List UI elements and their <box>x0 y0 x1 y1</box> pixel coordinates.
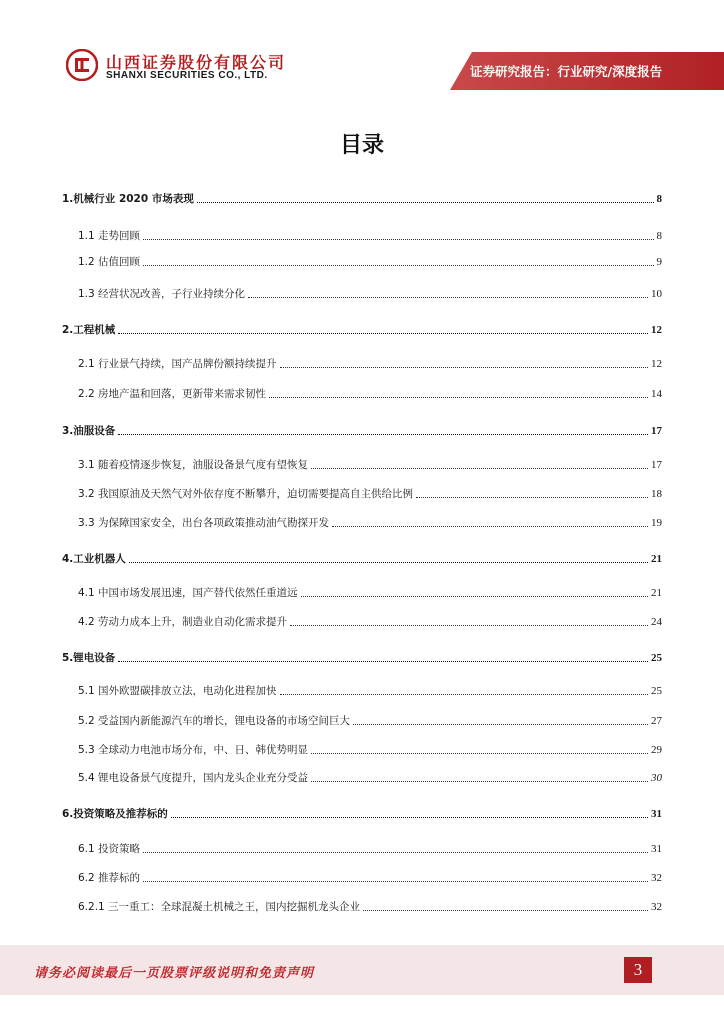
toc-entry-title: 4.工业机器人 <box>62 553 126 565</box>
toc-dot-leader <box>143 851 648 853</box>
toc-section-entry[interactable] <box>62 548 662 566</box>
toc-page-number: 24 <box>651 616 662 628</box>
toc-page-number: 21 <box>651 553 662 565</box>
toc-dot-leader <box>311 467 648 469</box>
toc-subsection-entry[interactable] <box>78 353 662 371</box>
toc-section-entry[interactable] <box>62 319 662 337</box>
toc-dot-leader <box>248 296 648 298</box>
toc-page-number: 27 <box>651 715 662 727</box>
toc-dot-leader <box>143 264 653 266</box>
toc-entry-title: 2.工程机械 <box>62 324 116 336</box>
toc-page-number: 12 <box>651 358 662 370</box>
toc-dot-leader <box>269 396 648 398</box>
toc-subsection-entry[interactable] <box>78 454 662 472</box>
toc-page-number: 10 <box>651 288 662 300</box>
toc-dot-leader <box>280 366 648 368</box>
page-title: 目录 <box>339 133 384 158</box>
toc-dot-leader <box>280 693 648 695</box>
toc-page-number: 25 <box>651 652 662 664</box>
toc-page-number: 29 <box>651 744 662 756</box>
toc-dot-leader <box>353 723 648 725</box>
toc-entry-title: 6.投资策略及推荐标的 <box>62 808 168 820</box>
toc-page-number: 32 <box>651 901 662 913</box>
disclaimer-text: 请务必阅读最后一页股票评级说明和免责声明 <box>34 966 315 981</box>
toc-subsection-entry[interactable] <box>78 283 662 301</box>
toc-page-number: 12 <box>651 324 662 336</box>
toc-entry-title: 6.1 投资策略 <box>78 843 141 855</box>
toc-dot-leader <box>118 332 648 334</box>
toc-page-number: 30 <box>651 772 662 784</box>
toc-entry-title: 1.机械行业 2020 市场表现 <box>62 193 194 205</box>
toc-page-number: 19 <box>651 517 662 529</box>
toc-dot-leader <box>290 624 648 626</box>
toc-subsection-entry[interactable] <box>78 896 662 914</box>
toc-subsection-entry[interactable] <box>78 838 662 856</box>
toc-page-number: 17 <box>651 425 662 437</box>
toc-entry-title: 4.1 中国市场发展迅速，国产替代依然任重道远 <box>78 587 298 599</box>
toc-subsection-entry[interactable] <box>78 383 662 401</box>
toc-dot-leader <box>311 752 648 754</box>
page-number: 3 <box>624 957 652 983</box>
company-logo-icon <box>66 49 98 81</box>
toc-page-number: 8 <box>656 230 662 242</box>
company-name-en: SHANXI SECURITIES CO., LTD. <box>106 70 268 81</box>
toc-subsection-entry[interactable] <box>78 680 662 698</box>
toc-page-number: 25 <box>651 685 662 697</box>
toc-dot-leader <box>363 909 648 911</box>
toc-section-entry[interactable] <box>62 188 662 206</box>
toc-dot-leader <box>118 660 648 662</box>
toc-dot-leader <box>416 496 648 498</box>
toc-dot-leader <box>143 238 653 240</box>
toc-entry-title: 3.1 随着疫情逐步恢复，油服设备景气度有望恢复 <box>78 459 309 471</box>
toc-page-number: 8 <box>656 193 662 205</box>
toc-page-number: 31 <box>651 843 662 855</box>
toc-dot-leader <box>311 780 648 782</box>
toc-section-entry[interactable] <box>62 647 662 665</box>
toc-page-number: 32 <box>651 872 662 884</box>
toc-entry-title: 5.锂电设备 <box>62 652 116 664</box>
toc-entry-title: 2.2 房地产温和回落，更新带来需求韧性 <box>78 388 267 400</box>
toc-page-number: 21 <box>651 587 662 599</box>
toc-entry-title: 1.2 估值回顾 <box>78 256 141 268</box>
toc-dot-leader <box>301 595 648 597</box>
toc-entry-title: 5.2 受益国内新能源汽车的增长，锂电设备的市场空间巨大 <box>78 715 351 727</box>
toc-entry-title: 1.3 经营状况改善，子行业持续分化 <box>78 288 246 300</box>
toc-dot-leader <box>171 816 648 818</box>
toc-page-number: 17 <box>651 459 662 471</box>
toc-entry-title: 3.油服设备 <box>62 425 116 437</box>
toc-dot-leader <box>118 433 648 435</box>
toc-dot-leader <box>143 880 648 882</box>
toc-subsection-entry[interactable] <box>78 225 662 243</box>
report-header <box>0 0 724 100</box>
toc-subsection-entry[interactable] <box>78 611 662 629</box>
toc-entry-title: 5.4 锂电设备景气度提升，国内龙头企业充分受益 <box>78 772 309 784</box>
toc-dot-leader <box>332 525 648 527</box>
toc-entry-title: 5.3 全球动力电池市场分布，中、日、韩优势明显 <box>78 744 309 756</box>
toc-entry-title: 6.2.1 三一重工：全球混凝土机械之王，国内挖掘机龙头企业 <box>78 901 361 913</box>
toc-entry-title: 4.2 劳动力成本上升，制造业自动化需求提升 <box>78 616 288 628</box>
toc-entry-title: 2.1 行业景气持续，国产品牌份额持续提升 <box>78 358 277 370</box>
toc-page-number: 9 <box>656 256 662 268</box>
toc-section-entry[interactable] <box>62 420 662 438</box>
toc-subsection-entry[interactable] <box>78 251 662 269</box>
toc-section-entry[interactable] <box>62 803 662 821</box>
toc-entry-title: 5.1 国外欧盟碳排放立法，电动化进程加快 <box>78 685 277 697</box>
company-name-cn: 山西证券股份有限公司 <box>106 53 287 72</box>
toc-page-number: 31 <box>651 808 662 820</box>
toc-entry-title: 3.3 为保障国家安全，出台各项政策推动油气勘探开发 <box>78 517 330 529</box>
toc-entry-title: 1.1 走势回顾 <box>78 230 141 242</box>
toc-entry-title: 3.2 我国原油及天然气对外依存度不断攀升，迫切需要提高自主供给比例 <box>78 488 414 500</box>
toc-subsection-entry[interactable] <box>78 767 662 785</box>
toc-subsection-entry[interactable] <box>78 739 662 757</box>
toc-subsection-entry[interactable] <box>78 867 662 885</box>
toc-subsection-entry[interactable] <box>78 582 662 600</box>
toc-page-number: 14 <box>651 388 662 400</box>
toc-dot-leader <box>129 561 648 563</box>
toc-page-number: 18 <box>651 488 662 500</box>
toc-dot-leader <box>197 201 654 203</box>
report-type-label: 证券研究报告：行业研究/深度报告 <box>470 64 663 79</box>
toc-subsection-entry[interactable] <box>78 710 662 728</box>
toc-subsection-entry[interactable] <box>78 483 662 501</box>
toc-entry-title: 6.2 推荐标的 <box>78 872 141 884</box>
toc-subsection-entry[interactable] <box>78 512 662 530</box>
